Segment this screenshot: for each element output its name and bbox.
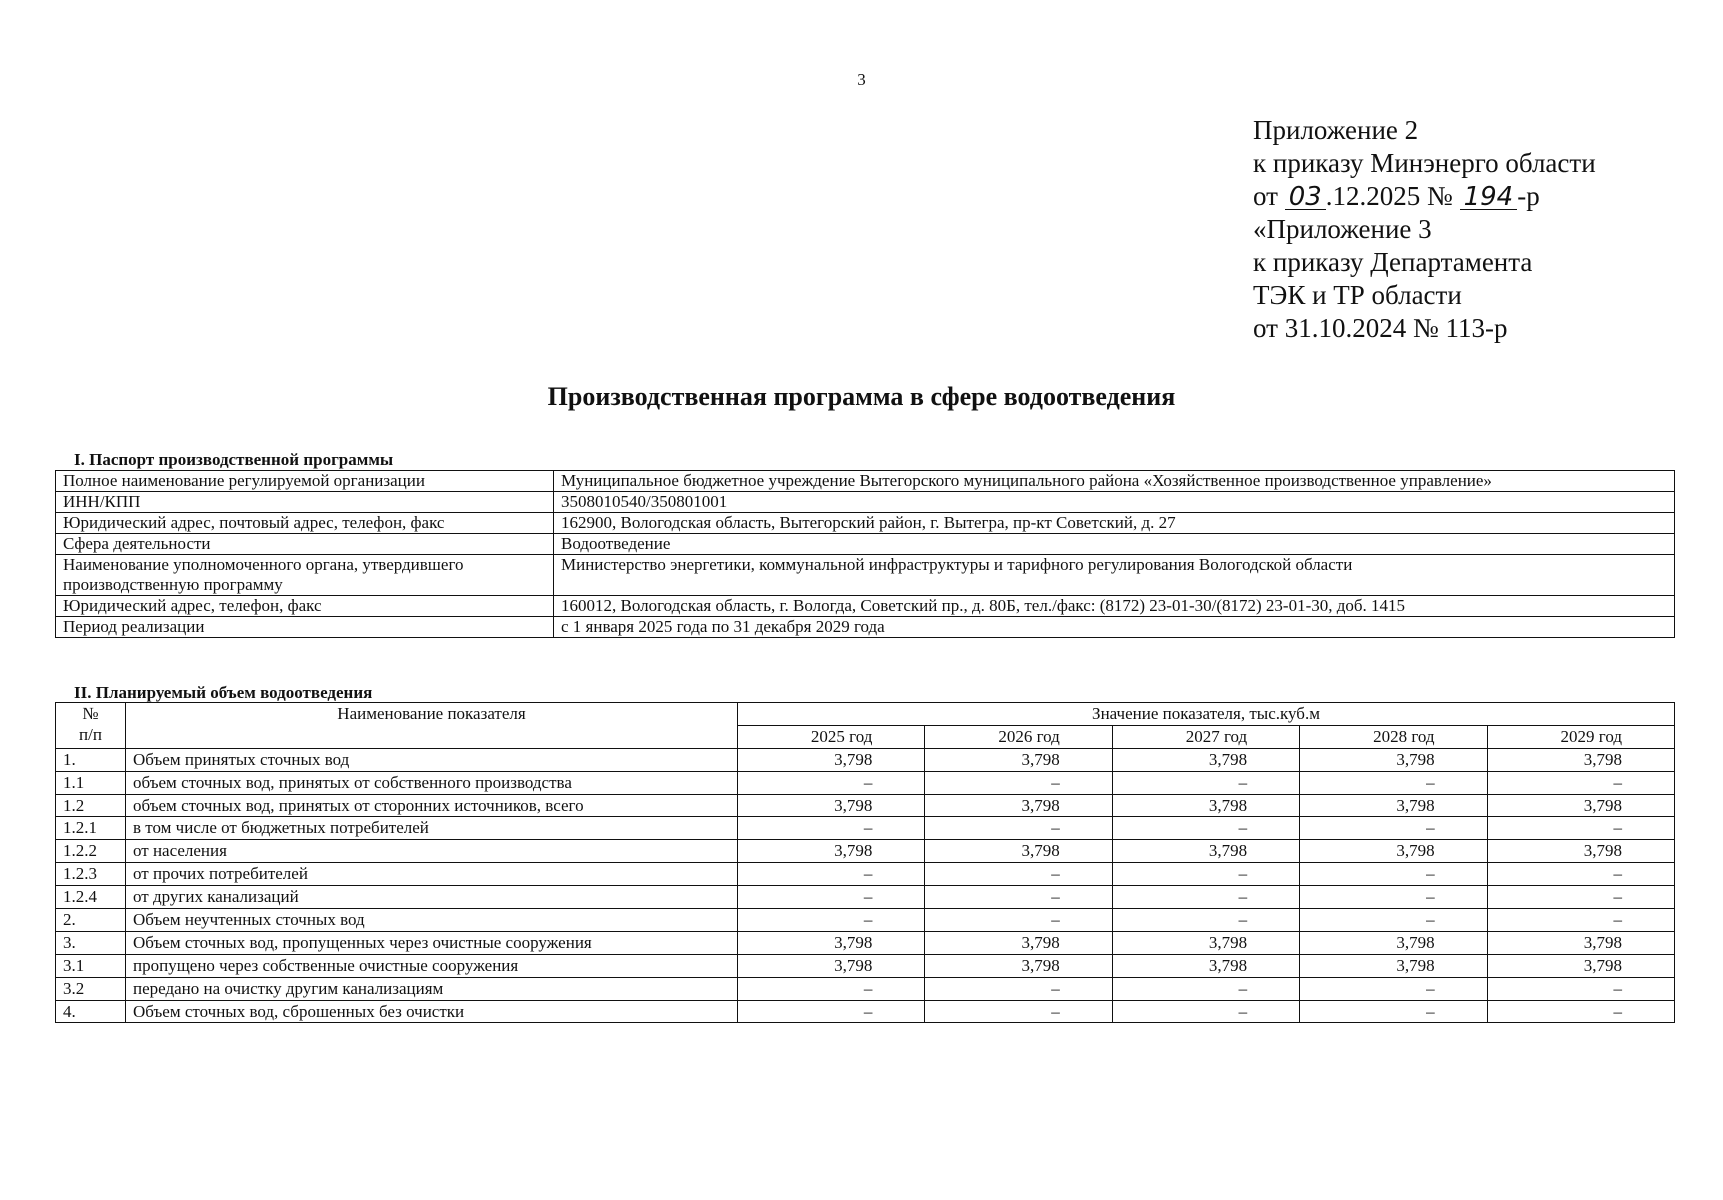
row-value-cell: – (738, 977, 925, 1000)
row-value-cell: – (1112, 817, 1299, 840)
appendix-line-1: Приложение 2 (1253, 115, 1419, 145)
passport-value: с 1 января 2025 года по 31 декабря 2029 года (554, 617, 1675, 638)
passport-label: Юридический адрес, телефон, факс (56, 596, 554, 617)
row-value-cell: 3,798 (738, 794, 925, 817)
row-value-cell: 3,798 (1112, 840, 1299, 863)
row-value-cell: 3,798 (738, 748, 925, 771)
row-value-cell: – (738, 886, 925, 909)
document-title: Производственная программа в сфере водоотведения (547, 382, 1176, 411)
row-value-cell: – (925, 886, 1112, 909)
volume-row (56, 863, 1675, 886)
row-indicator-name: от прочих потребителей (126, 863, 738, 886)
row-value-cell: – (738, 909, 925, 932)
appendix-block (1253, 114, 1596, 345)
passport-value: 160012, Вологодская область, г. Вологда, Советский пр., д. 80Б, тел./факс: (8172) 23-01-30/(8172) 23-01-30, доб. 1415 (554, 596, 1675, 617)
volume-row (56, 771, 1675, 794)
row-indicator-name: объем сточных вод, принятых от собственного производства (126, 771, 738, 794)
row-value-cell: – (1112, 886, 1299, 909)
appendix-line-4: «Приложение 3 (1253, 214, 1432, 244)
passport-value: 162900, Вологодская область, Вытегорский район, г. Вытегра, пр-кт Советский, д. 27 (554, 513, 1675, 534)
row-value-cell: 3,798 (1112, 954, 1299, 977)
row-value-cell: 3,798 (738, 840, 925, 863)
row-value-cell: 3,798 (738, 931, 925, 954)
row-value-cell: – (925, 977, 1112, 1000)
row-value-cell: 3,798 (1300, 840, 1487, 863)
passport-label: ИНН/КПП (56, 492, 554, 513)
row-number: 1.2.3 (56, 863, 126, 886)
row-value-cell: 3,798 (1112, 931, 1299, 954)
row-indicator-name: в том числе от бюджетных потребителей (126, 817, 738, 840)
appendix-date-middle: .12.2025 № (1325, 181, 1453, 211)
volume-row (56, 931, 1675, 954)
header-year-cell: 2025 год (738, 725, 925, 748)
passport-row (56, 471, 1675, 492)
passport-label: Наименование уполномоченного органа, утвердившего производственную программу (56, 555, 554, 596)
row-value-cell: 3,798 (1300, 954, 1487, 977)
row-value-cell: 3,798 (925, 748, 1112, 771)
passport-value: Водоотведение (554, 534, 1675, 555)
volume-row (56, 954, 1675, 977)
volume-row (56, 794, 1675, 817)
row-value-cell: 3,798 (1300, 794, 1487, 817)
passport-row (56, 596, 1675, 617)
row-value-cell: – (738, 863, 925, 886)
volume-row (56, 748, 1675, 771)
passport-row (56, 492, 1675, 513)
volume-row (56, 840, 1675, 863)
passport-row (56, 617, 1675, 638)
row-value-cell: – (1487, 863, 1674, 886)
row-value-cell: 3,798 (1487, 748, 1674, 771)
header-year-cell: 2027 год (1112, 725, 1299, 748)
passport-row (56, 555, 1675, 596)
row-indicator-name: Объем принятых сточных вод (126, 748, 738, 771)
row-value-cell: – (925, 863, 1112, 886)
row-value-cell: 3,798 (1112, 794, 1299, 817)
passport-heading: I. Паспорт производственной программы (74, 450, 394, 469)
row-number: 2. (56, 909, 126, 932)
row-value-cell: 3,798 (1300, 931, 1487, 954)
row-indicator-name: Объем сточных вод, пропущенных через очистные сооружения (126, 931, 738, 954)
row-value-cell: – (925, 1000, 1112, 1023)
header-num-line-1: № (82, 704, 99, 723)
row-number: 1.2.4 (56, 886, 126, 909)
row-value-cell: – (1112, 977, 1299, 1000)
volume-row (56, 886, 1675, 909)
row-indicator-name: пропущено через собственные очистные сооружения (126, 954, 738, 977)
row-value-cell: 3,798 (925, 840, 1112, 863)
row-indicator-name: от других канализаций (126, 886, 738, 909)
handwritten-day: 03 (1285, 185, 1326, 210)
row-number: 1.2.1 (56, 817, 126, 840)
row-value-cell: 3,798 (738, 954, 925, 977)
row-value-cell: – (1487, 817, 1674, 840)
row-value-cell: 3,798 (925, 931, 1112, 954)
row-value-cell: 3,798 (1112, 748, 1299, 771)
appendix-line-6: ТЭК и ТР области (1253, 280, 1462, 310)
row-value-cell: 3,798 (1487, 794, 1674, 817)
row-value-cell: – (1487, 909, 1674, 932)
row-value-cell: – (1112, 909, 1299, 932)
row-value-cell: – (1112, 771, 1299, 794)
appendix-suffix: -р (1517, 181, 1540, 211)
row-number: 1.1 (56, 771, 126, 794)
row-value-cell: 3,798 (1487, 840, 1674, 863)
appendix-line-2: к приказу Минэнерго области (1253, 148, 1596, 178)
row-value-cell: – (1300, 817, 1487, 840)
row-value-cell: 3,798 (1487, 931, 1674, 954)
appendix-line-3 (1253, 180, 1596, 213)
volume-row (56, 977, 1675, 1000)
row-number: 4. (56, 1000, 126, 1023)
row-value-cell: – (1487, 771, 1674, 794)
volume-row (56, 909, 1675, 932)
row-value-cell: – (1487, 1000, 1674, 1023)
row-value-cell: – (1487, 886, 1674, 909)
row-value-cell: – (1300, 1000, 1487, 1023)
passport-value: Муниципальное бюджетное учреждение Вытегорского муниципального района «Хозяйственное производственное управление» (554, 471, 1675, 492)
row-value-cell: – (1300, 886, 1487, 909)
row-value-cell: – (738, 771, 925, 794)
page-number: 3 (857, 70, 866, 89)
row-number: 3.2 (56, 977, 126, 1000)
volume-heading: II. Планируемый объем водоотведения (74, 683, 373, 702)
header-year-cell: 2026 год (925, 725, 1112, 748)
appendix-date-prefix: от (1253, 181, 1278, 211)
row-number: 3. (56, 931, 126, 954)
header-year-cell: 2029 год (1487, 725, 1674, 748)
row-value-cell: – (1300, 909, 1487, 932)
row-value-cell: – (1300, 771, 1487, 794)
handwritten-order-number: 194 (1460, 185, 1518, 210)
passport-row (56, 513, 1675, 534)
appendix-line-7: от 31.10.2024 № 113-р (1253, 313, 1508, 343)
row-value-cell: 3,798 (925, 794, 1112, 817)
passport-label: Юридический адрес, почтовый адрес, телефон, факс (56, 513, 554, 534)
row-value-cell: 3,798 (1487, 954, 1674, 977)
passport-value: Министерство энергетики, коммунальной инфраструктуры и тарифного регулирования Вологодской области (554, 555, 1675, 596)
row-value-cell: 3,798 (1300, 748, 1487, 771)
row-value-cell: – (1300, 977, 1487, 1000)
row-value-cell: 3,798 (925, 954, 1112, 977)
header-value-cell: Значение показателя, тыс.куб.м (738, 703, 1675, 726)
row-indicator-name: объем сточных вод, принятых от сторонних источников, всего (126, 794, 738, 817)
passport-label: Полное наименование регулируемой организации (56, 471, 554, 492)
row-indicator-name: передано на очистку другим канализациям (126, 977, 738, 1000)
row-number: 1.2 (56, 794, 126, 817)
row-value-cell: – (738, 1000, 925, 1023)
row-value-cell: – (925, 817, 1112, 840)
row-value-cell: – (1487, 977, 1674, 1000)
row-value-cell: – (925, 909, 1112, 932)
row-value-cell: – (1112, 1000, 1299, 1023)
volume-header-row (56, 703, 1675, 726)
passport-label: Сфера деятельности (56, 534, 554, 555)
passport-table (55, 470, 1675, 638)
row-value-cell: – (925, 771, 1112, 794)
row-number: 1. (56, 748, 126, 771)
volume-row (56, 1000, 1675, 1023)
header-num-cell (56, 703, 126, 749)
appendix-line-5: к приказу Департамента (1253, 247, 1533, 277)
row-value-cell: – (1300, 863, 1487, 886)
row-indicator-name: Объем неучтенных сточных вод (126, 909, 738, 932)
header-year-cell: 2028 год (1300, 725, 1487, 748)
row-number: 3.1 (56, 954, 126, 977)
volume-row (56, 817, 1675, 840)
row-indicator-name: от населения (126, 840, 738, 863)
passport-row (56, 534, 1675, 555)
row-value-cell: – (738, 817, 925, 840)
header-name-cell: Наименование показателя (126, 703, 738, 749)
row-indicator-name: Объем сточных вод, сброшенных без очистки (126, 1000, 738, 1023)
passport-value: 3508010540/350801001 (554, 492, 1675, 513)
row-value-cell: – (1112, 863, 1299, 886)
passport-label: Период реализации (56, 617, 554, 638)
row-number: 1.2.2 (56, 840, 126, 863)
volume-table (55, 702, 1675, 1023)
header-num-line-2: п/п (79, 725, 102, 744)
